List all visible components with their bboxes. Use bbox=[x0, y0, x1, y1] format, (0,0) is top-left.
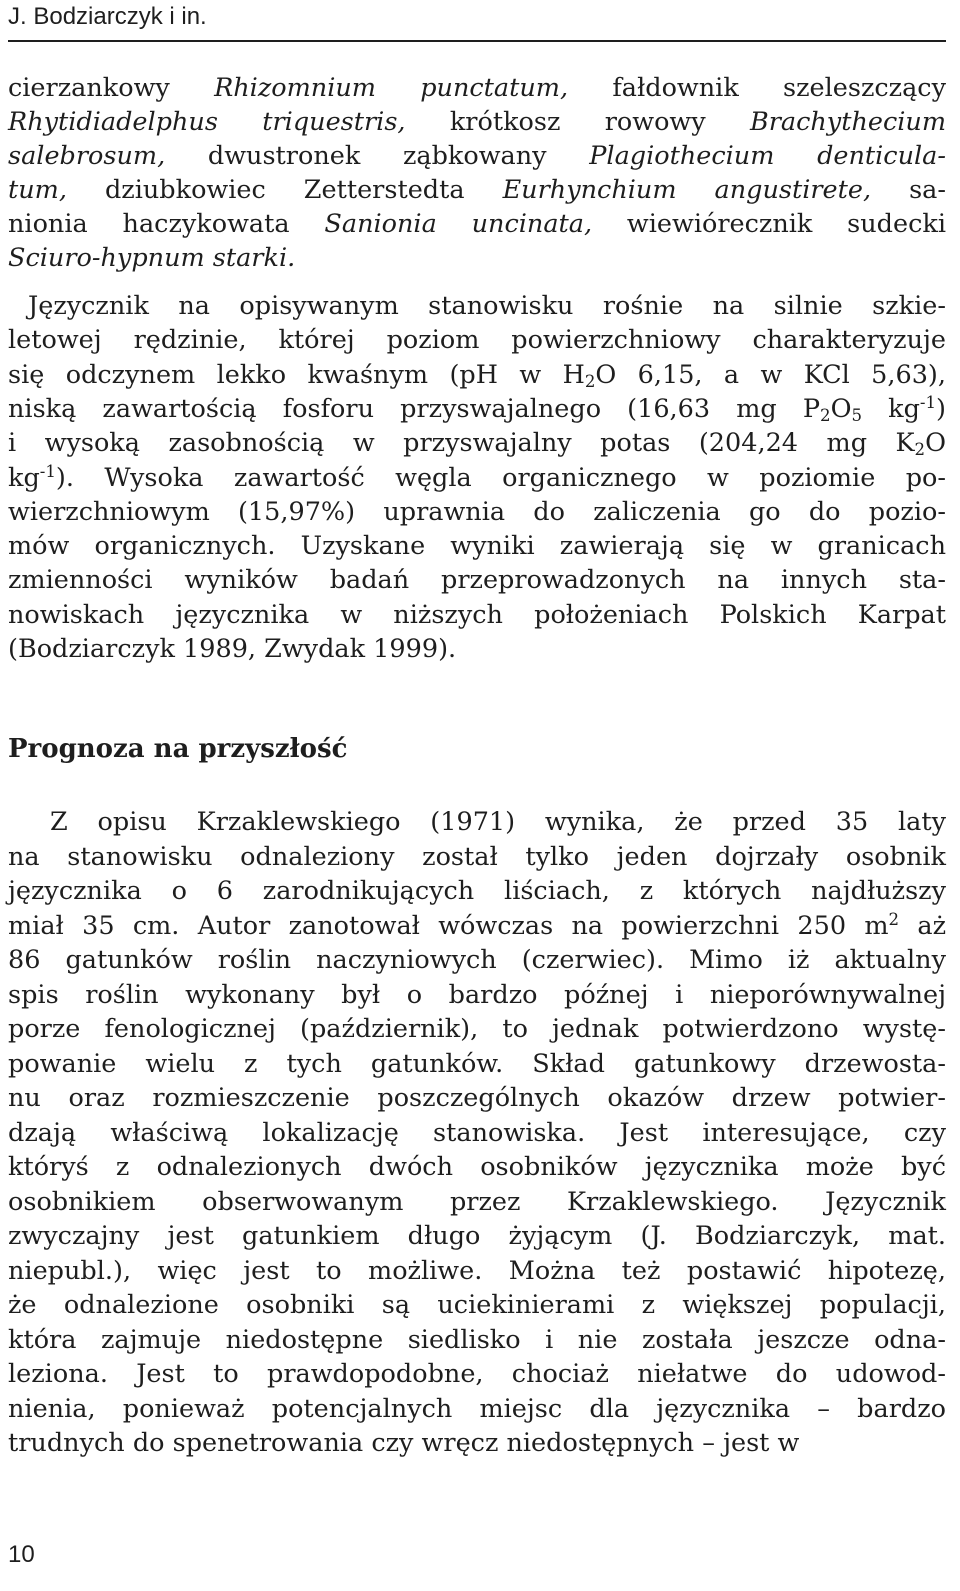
text-run: nu oraz rozmieszczenie poszczególnych okazów drzew potwier- bbox=[8, 1083, 946, 1113]
text-run: niską zawartością fosforu przyswajalnego (16,63 mg P bbox=[8, 393, 821, 424]
superscript: -1 bbox=[39, 461, 56, 481]
text-line bbox=[8, 875, 946, 907]
text-line bbox=[8, 496, 946, 528]
text-run: Z opisu Krzaklewskiego (1971) wynika, że przed 35 laty bbox=[50, 807, 946, 837]
text-run: O bbox=[830, 393, 852, 424]
text-run: fałdownik szeleszczący bbox=[568, 73, 946, 103]
text-line bbox=[8, 841, 946, 873]
text-run: trudnych do spenetrowania czy wręcz niedostępnych – jest w bbox=[8, 1428, 800, 1458]
text-line bbox=[8, 1117, 946, 1149]
text-run: dziubkowiec Zetterstedta bbox=[66, 175, 503, 205]
text-line bbox=[8, 1186, 946, 1218]
text-run: mów organicznych. Uzyskane wyniki zawierają się w granicach bbox=[8, 531, 946, 562]
species-name: Plagiothecium denticula- bbox=[589, 141, 946, 171]
text-line bbox=[8, 1048, 946, 1080]
text-line bbox=[8, 1427, 946, 1459]
text-run: któryś z odnalezionych dwóch osobników języcznika może być bbox=[8, 1152, 946, 1182]
text-run: wiewiórecznik sudecki bbox=[592, 209, 946, 239]
text-line bbox=[8, 1220, 946, 1252]
text-run: zwyczajny jest gatunkiem długo żyjącym (J. Bodziarczyk, mat. bbox=[8, 1221, 946, 1251]
text-run: dzają właściwą lokalizację stanowiska. Jest interesujące, czy bbox=[8, 1117, 946, 1148]
text-run: ). Wysoka zawartość węgla organicznego w poziomie po- bbox=[55, 462, 946, 493]
subscript: 2 bbox=[820, 406, 831, 426]
species-name: tum, bbox=[8, 175, 67, 205]
superscript: -1 bbox=[919, 392, 937, 412]
text-line bbox=[8, 72, 946, 104]
text-run: i wysoką zasobnością w przyswajalny potas (204,24 mg K bbox=[8, 428, 915, 459]
running-head: J. Bodziarczyk i in. bbox=[8, 3, 207, 30]
text-run: cierzankowy bbox=[8, 73, 215, 103]
text-run: wierzchniowym (15,97%) uprawnia do zaliczenia go do pozio- bbox=[8, 496, 946, 527]
text-run: języcznika o 6 zarodnikujących liściach, z których najdłuższy bbox=[8, 876, 946, 906]
text-run: O bbox=[925, 428, 946, 459]
subscript: 5 bbox=[851, 406, 863, 426]
text-line bbox=[8, 979, 946, 1011]
text-run: nienia, ponieważ potencjalnych miejsc dla języcznika – bardzo bbox=[8, 1393, 946, 1424]
text-run: porze fenologicznej (październik), to jednak potwierdzono wystę- bbox=[8, 1014, 946, 1044]
text-line bbox=[8, 106, 946, 138]
text-run: Języcznik na opisywanym stanowisku rośnie na silnie szkie- bbox=[28, 291, 946, 321]
text-line bbox=[8, 324, 946, 356]
text-run: nowiskach języcznika w niższych położeniach Polskich Karpat bbox=[8, 599, 946, 630]
text-line bbox=[8, 1358, 946, 1390]
text-run: zmienności wyników badań przeprowadzonych na innych sta- bbox=[8, 565, 946, 596]
text-line bbox=[8, 359, 946, 391]
text-run: ) bbox=[936, 393, 946, 424]
text-run: aż bbox=[899, 910, 947, 941]
species-name: salebrosum, bbox=[8, 141, 166, 171]
text-line bbox=[8, 208, 946, 240]
text-run: powanie wielu z tych gatunków. Skład gatunkowy drzewosta- bbox=[8, 1048, 946, 1079]
species-name: Brachythecium bbox=[749, 107, 946, 137]
text-line bbox=[50, 806, 946, 838]
text-run: kg bbox=[8, 462, 40, 493]
text-line bbox=[8, 1013, 946, 1045]
superscript: 2 bbox=[888, 909, 900, 929]
text-run: dwustronek ząbkowany bbox=[165, 141, 590, 171]
header-rule bbox=[8, 40, 946, 42]
text-run: 86 gatunków roślin naczyniowych (czerwiec). Mimo iż aktualny bbox=[8, 945, 946, 975]
text-line bbox=[8, 1082, 946, 1114]
text-line bbox=[8, 1289, 946, 1321]
text-line bbox=[8, 530, 946, 562]
species-name: Rhizomnium punctatum, bbox=[214, 73, 569, 103]
text-line bbox=[8, 1255, 946, 1287]
text-line bbox=[8, 633, 946, 665]
text-run: że odnalezione osobniki są uciekinierami z większej populacji, bbox=[8, 1290, 946, 1320]
text-line bbox=[8, 599, 946, 631]
page-number: 10 bbox=[8, 1541, 35, 1568]
text-run: na stanowisku odnaleziony został tylko jeden dojrzały osobnik bbox=[8, 841, 946, 872]
species-name: Sanionia uncinata, bbox=[324, 209, 593, 239]
species-name: Sciuro-hypnum starki. bbox=[8, 243, 296, 273]
text-line bbox=[8, 140, 946, 172]
text-line bbox=[8, 1324, 946, 1356]
text-line bbox=[8, 1393, 946, 1425]
text-run: miał 35 cm. Autor zanotował wówczas na powierzchni 250 m bbox=[8, 910, 889, 941]
text-line bbox=[8, 174, 946, 206]
section-heading: Prognoza na przyszłość bbox=[8, 734, 348, 764]
species-name: Eurhynchium angustirete, bbox=[502, 175, 872, 205]
text-line bbox=[8, 910, 946, 942]
species-name: Rhytidiadelphus triquestris, bbox=[8, 107, 406, 137]
text-run: (Bodziarczyk 1989, Zwydak 1999). bbox=[8, 634, 457, 664]
text-run: O 6,15, a w KCl 5,63), bbox=[595, 359, 946, 390]
text-line bbox=[8, 427, 946, 459]
text-line bbox=[28, 290, 946, 322]
text-run: leziona. Jest to prawdopodobne, chociaż niełatwe do udowod- bbox=[8, 1359, 946, 1389]
text-run: która zajmuje niedostępne siedlisko i nie została jeszcze odna- bbox=[8, 1324, 946, 1355]
text-run: spis roślin wykonany był o bardzo późnej i nieporównywalnej bbox=[8, 979, 946, 1010]
text-line bbox=[8, 944, 946, 976]
text-run: się odczynem lekko kwaśnym (pH w H bbox=[8, 359, 585, 390]
text-line bbox=[8, 242, 946, 274]
text-run: niepubl.), więc jest to możliwe. Można też postawić hipotezę, bbox=[8, 1255, 946, 1286]
text-run: letowej rędzinie, której poziom powierzchniowy charakteryzuje bbox=[8, 325, 946, 356]
text-line bbox=[8, 1151, 946, 1183]
text-run: nionia haczykowata bbox=[8, 209, 325, 239]
subscript: 2 bbox=[584, 371, 596, 391]
text-run: kg bbox=[862, 393, 920, 424]
subscript: 2 bbox=[914, 440, 926, 460]
text-line bbox=[8, 462, 946, 494]
text-run: osobnikiem obserwowanym przez Krzaklewskiego. Języcznik bbox=[8, 1186, 946, 1217]
text-line bbox=[8, 393, 946, 425]
text-run: sa- bbox=[871, 175, 946, 205]
text-run: krótkosz rowowy bbox=[405, 107, 750, 137]
text-line bbox=[8, 564, 946, 596]
